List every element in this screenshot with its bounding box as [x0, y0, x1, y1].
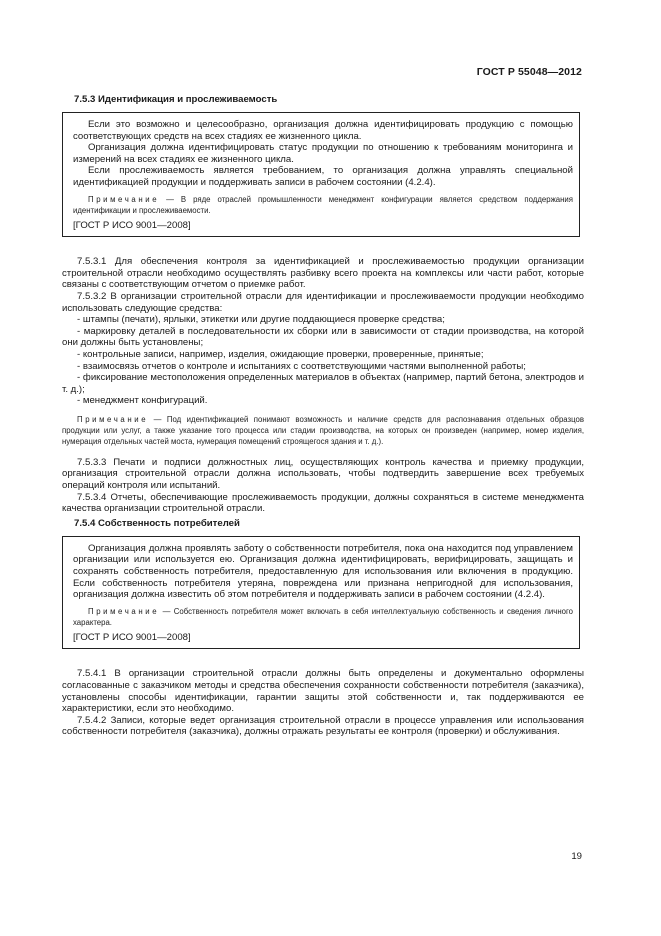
box-paragraph: Если прослеживаемость является требованием, то организация должна управлять специальной идентификацией продукции и поддерживать записи в рабочем состоянии (4.2.4). — [73, 165, 573, 188]
paragraph-7-5-3-2: 7.5.3.2 В организации строительной отрасли для идентификации и прослеживаемости продукции необходимо использовать следующие средства: — [62, 290, 584, 314]
section-heading-7-5-3: 7.5.3 Идентификация и прослеживаемость — [74, 94, 278, 105]
box-reference: [ГОСТ Р ИСО 9001—2008] — [73, 219, 191, 231]
list-item: - фиксирование местоположения определенных материалов в объектах (например, партий бетона, электродов и т. д.); — [62, 372, 584, 395]
note-text: — В ряде отраслей промышленности менеджмент конфигурации является средством поддержания идентификации и прослеживаемости. — [73, 194, 574, 215]
page-number: 19 — [571, 851, 582, 862]
list-item: - менеджмент конфигураций. — [77, 395, 208, 407]
paragraph-7-5-3-1: 7.5.3.1 Для обеспечения контроля за идентификацией и прослеживаемостью продукции организации строительной отрасли необходимо осуществлять разбивку всего проекта на комплексы или части работ, которые связаны с соответствующим отчетом о приемке работ. — [62, 256, 584, 291]
quoted-standard-box-7-5-3 — [62, 112, 580, 237]
paragraph-7-5-3-3: 7.5.3.3 Печати и подписи должностных лиц, осуществляющих контроль качества и приемку продукции, организация строительной отрасли должна использовать, чтобы подтвердить завершение всех требуемых операций контроля или испытаний. — [62, 456, 584, 492]
box-note — [73, 194, 573, 216]
box-paragraph: Организация должна проявлять заботу о собственности потребителя, пока она находится под управлением организации или используется ею. Организация должна идентифицировать, верифицировать, защищать и сохранять собственность потребителя, предоставленную для использования или включения в продукцию. Если собственность потребителя утеряна, повреждена или признана непригодной для использования, организация должна известить об этом потребителя и поддерживать записи в рабочем состоянии (4.2.4). — [73, 542, 573, 601]
note-label: Примечание — [88, 606, 160, 616]
note-label: Примечание — [77, 414, 149, 424]
page-content — [62, 93, 584, 738]
list-item: - маркировку деталей в последовательности их сборки или в зависимости от стадии производства, на которой они должны быть установлены; — [62, 325, 584, 349]
note-text: — Под идентификацией понимают возможность и наличие средств для распознавания отдельных образцов продукции или услуг, а также указание того процесса или стадии производства, на которых он произведен (например, номер изделия, нумерация отдельных частей моста, нумерация помещений строящегося здания и т. д.). — [62, 414, 584, 446]
paragraph-7-5-4-1: 7.5.4.1 В организации строительной отрасли должны быть определены и документально оформлены согласованные с заказчиком методы и средства обеспечения сохранности собственности потребителя (заказчика), установлены способы идентификации, гарантии защиты этой собственности и, так поддерживаются ее характеристики, если это необходимо. — [62, 668, 584, 715]
note-label: Примечание — [88, 194, 160, 204]
paragraph-7-5-4-2: 7.5.4.2 Записи, которые ведет организация строительной отрасли в процессе управления или использования собственности потребителя (заказчика), должны отражать результаты ее контроля (проверки) и обслуживания. — [62, 714, 584, 738]
list-item: - штампы (печати), ярлыки, этикетки или другие поддающиеся проверке средства; — [77, 314, 445, 326]
note-text: — Собственность потребителя может включать в себя интеллектуальную собственность и сведения личного характера. — [73, 606, 573, 627]
paragraph-7-5-3-4: 7.5.3.4 Отчеты, обеспечивающие прослеживаемость продукции, должны сохраняться в системе менеджмента качества организации строительной отрасли. — [62, 491, 584, 515]
quoted-standard-box-7-5-4 — [62, 536, 580, 650]
section-heading-7-5-4: 7.5.4 Собственность потребителей — [74, 517, 240, 529]
list-item: - взаимосвязь отчетов о контроле и испытаниях с соответствующими частями выполненной работы; — [77, 360, 526, 372]
box-paragraph: Если это возможно и целесообразно, организация должна идентифицировать продукцию с помощью соответствующих средств на всех стадиях ее жизненного цикла. — [73, 119, 573, 142]
note-identification — [62, 414, 584, 447]
box-paragraph: Организация должна идентифицировать статус продукции по отношению к требованиям мониторинга и измерений на всех стадиях ее жизненного цикла. — [73, 142, 573, 165]
box-note — [73, 606, 573, 628]
list-item: - контрольные записи, например, изделия, ожидающие проверки, проверенные, принятые; — [77, 348, 484, 360]
standard-id: ГОСТ Р 55048—2012 — [476, 66, 582, 78]
box-reference: [ГОСТ Р ИСО 9001—2008] — [73, 631, 191, 643]
